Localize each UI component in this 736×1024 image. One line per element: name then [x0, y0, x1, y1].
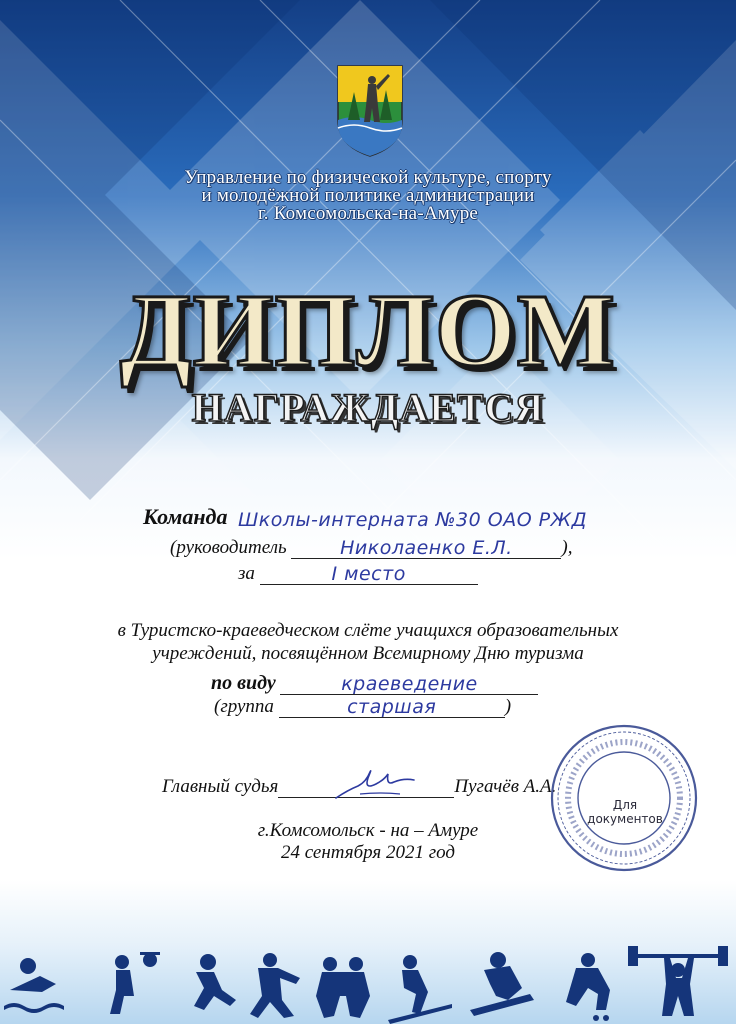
group-handwritten-value: старшая: [347, 696, 437, 718]
group-label: (группа: [214, 696, 274, 717]
martial-arts-icon: [250, 953, 300, 1018]
weightlifter-icon: [628, 946, 728, 1016]
place-field: [260, 565, 478, 585]
swimmer-icon: [4, 958, 64, 1013]
leader-close: ),: [561, 537, 573, 558]
place-label: за: [238, 563, 255, 584]
leader-handwritten-value: Николаенко Е.Л.: [340, 537, 513, 559]
handwritten-signature: [330, 764, 420, 804]
stamp-caption-line-2: документов: [587, 812, 663, 826]
group-close: ): [504, 696, 512, 717]
awarded-subtitle: НАГРАЖДАЕТСЯ: [191, 385, 545, 430]
stamp-caption-line-1: Для: [612, 798, 638, 812]
date-line: 24 сентября 2021 год: [281, 842, 455, 863]
runner-icon: [194, 954, 236, 1010]
kind-row: [211, 672, 538, 695]
city-line: г.Комсомольск - на – Амуре: [257, 820, 479, 841]
team-field: [227, 510, 597, 530]
group-row: [214, 696, 511, 718]
coat-of-arms-icon: [334, 62, 406, 158]
basketball-icon: [110, 952, 160, 1014]
team-row: [143, 506, 597, 530]
kind-label: по виду: [211, 672, 276, 694]
skier-icon: [388, 955, 452, 1024]
judge-label: Главный судья: [162, 776, 279, 797]
place-handwritten-value: I место: [331, 563, 406, 585]
sports-pictograms: [0, 944, 736, 1024]
snowboarder-icon: [470, 952, 534, 1016]
organization-line-2: и молодёжной политике администрации: [201, 185, 535, 206]
diploma-title: ДИПЛОМ: [120, 273, 616, 388]
kind-handwritten-value: краеведение: [341, 673, 478, 695]
leader-field: [291, 539, 561, 559]
roller-skater-icon: [566, 953, 610, 1021]
leader-label: (руководитель: [170, 537, 287, 558]
place-row: [238, 563, 478, 585]
organization-line-3: г. Комсомольска-на-Амуре: [257, 203, 479, 224]
organization-line-1: Управление по физической культуре, спорту: [184, 167, 552, 188]
judge-name: Пугачёв А.А.: [454, 776, 557, 797]
event-line-2: учреждений, посвящённом Всемирному Дню туризма: [152, 643, 584, 664]
wrestling-icon: [316, 957, 370, 1018]
stamp-caption: [585, 798, 665, 826]
group-field: [279, 698, 505, 718]
team-handwritten-value: Школы-интерната №30 ОАО РЖД: [237, 509, 587, 531]
team-label: Команда: [143, 504, 228, 529]
leader-row: [170, 537, 572, 559]
kind-field: [280, 675, 538, 695]
event-line-1: в Туристско-краеведческом слёте учащихся образовательных: [117, 620, 619, 641]
